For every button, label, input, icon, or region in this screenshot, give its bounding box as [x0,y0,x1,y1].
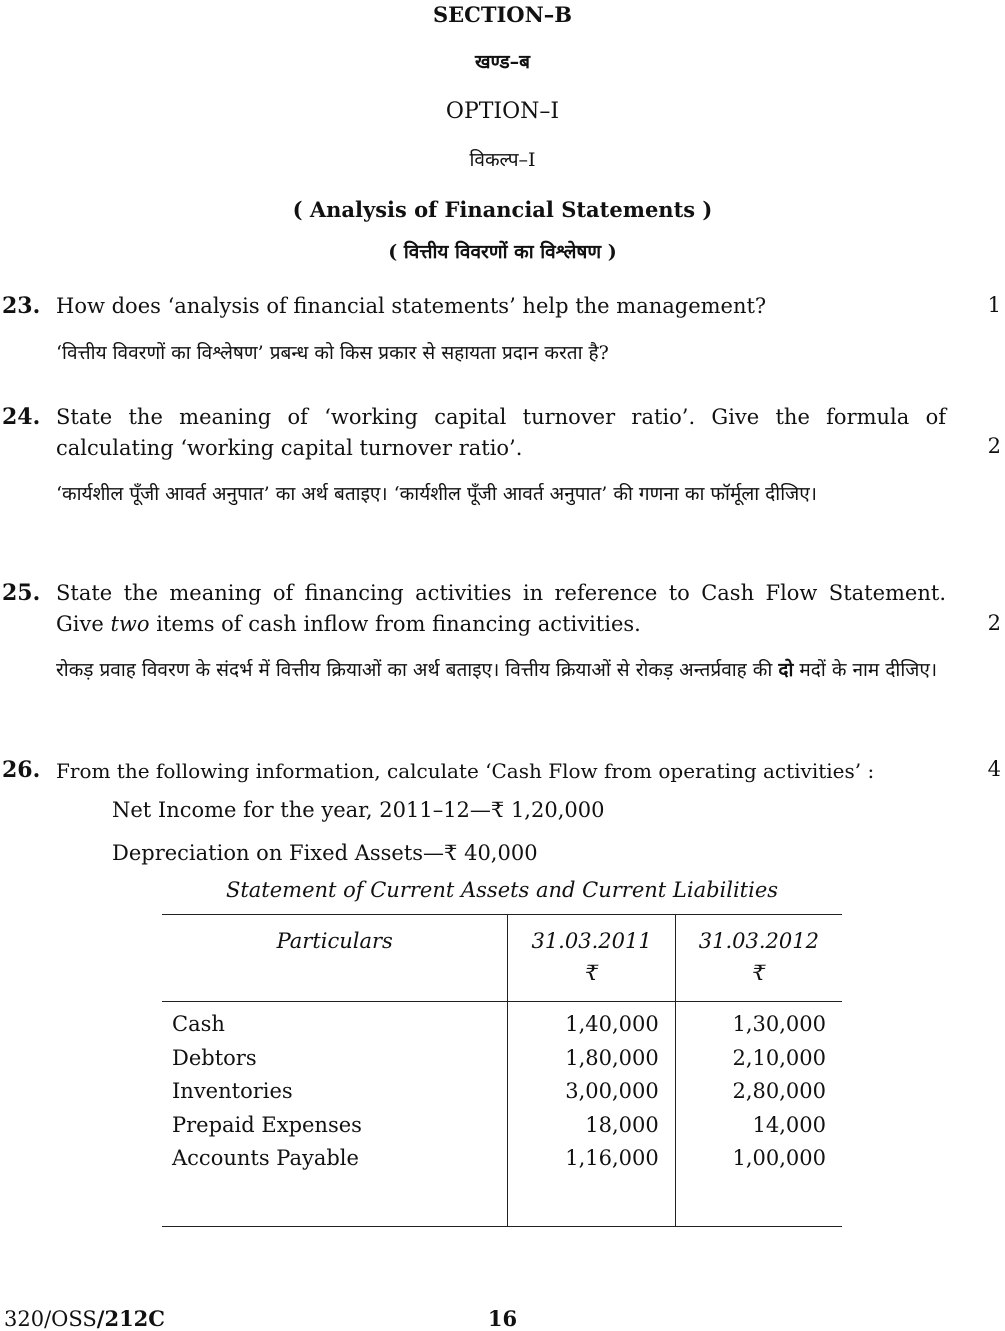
depreciation-info: Depreciation on Fixed Assets—₹ 40,000 [112,841,538,865]
question-marks: 4 [987,757,1001,781]
row-value-2011: 1,80,000 [508,1042,675,1076]
row-item: Debtors [172,1045,257,1070]
question-text-part: items of cash inflow from financing activities. [149,612,641,636]
paper-code-prefix: 320/OSS [4,1307,97,1331]
table-caption: Statement of Current Assets and Current Liabilities [225,878,779,902]
section-title-hindi: खण्ड–ब [474,51,531,73]
table-row [162,1142,842,1176]
row-item: Prepaid Expenses [172,1112,362,1137]
option-title: OPTION–I [445,99,560,124]
question-number: 26. [2,757,41,783]
table-row [162,1075,842,1109]
paper-code-suffix: /212C [96,1306,166,1331]
question-text-part: State the meaning of financing activities in reference to Cash Flow Statement. Give [56,581,946,636]
question-text-hindi: ‘वित्तीय विवरणों का विश्लेषण’ प्रबन्ध को किस प्रकार से सहायता प्रदान करता है? [56,342,609,364]
question-text: State the meaning of ‘working capital turnover ratio’. Give the formula of calculating ‘working capital turnover ratio’. [56,405,946,460]
row-value-2011: 18,000 [508,1109,675,1143]
row-value-2012: 2,80,000 [675,1075,842,1109]
spacer-cell [162,1176,508,1227]
table-row [162,1002,842,1042]
table-spacer-row [162,1176,842,1227]
row-item: Accounts Payable [172,1146,359,1170]
question-text-hindi: ‘कार्यशील पूँजी आवर्त अनुपात’ का अर्थ बताइए। ‘कार्यशील पूँजी आवर्त अनुपात’ की गणना का फॉर्मूला दीजिए। [56,483,817,505]
question-text: How does ‘analysis of financial statements’ help the management? [56,294,767,318]
emphasis-two-hindi: दो [778,659,794,681]
current-assets-liabilities-table [162,914,842,1227]
subject-title-hindi: ( वित्तीय विवरणों का विश्लेषण ) [388,241,617,263]
question-number: 24. [2,404,41,430]
table-row [162,1042,842,1076]
question-text-hindi-part: मदों के नाम दीजिए। [793,659,938,681]
column-header-2011 [508,915,675,1002]
row-item: Cash [172,1012,225,1036]
question-text: From the following information, calculate ‘Cash Flow from operating activities’ : [56,759,875,783]
row-value-2011: 3,00,000 [508,1075,675,1109]
question-number: 25. [2,580,41,606]
question-text [56,578,946,640]
net-income-info: Net Income for the year, 2011–12—₹ 1,20,000 [112,798,605,822]
column-header-2012 [675,915,842,1002]
row-value-2011: 1,16,000 [508,1142,675,1176]
emphasis-two: two [110,612,150,636]
spacer-cell [675,1176,842,1227]
column-header-2012-date: 31.03.2012 [698,929,819,953]
column-header-particulars: Particulars [162,915,508,1002]
row-value-2011: 1,40,000 [508,1002,675,1042]
subject-title: ( Analysis of Financial Statements ) [292,197,713,222]
table-row [162,1109,842,1143]
question-text-hindi-part: रोकड़ प्रवाह विवरण के संदर्भ में वित्तीय क्रियाओं का अर्थ बताइए। वित्तीय क्रियाओं से रोकड़ अन्तर्प्रवाह की [56,659,779,681]
row-value-2012: 1,00,000 [675,1142,842,1176]
section-title: SECTION–B [432,2,573,27]
question-marks: 1 [987,293,1001,317]
question-number: 23. [2,293,41,319]
row-value-2012: 1,30,000 [675,1002,842,1042]
row-value-2012: 14,000 [675,1109,842,1143]
row-item: Inventories [172,1079,293,1103]
page-number: 16 [487,1306,518,1331]
option-title-hindi: विकल्प–I [469,149,536,171]
question-marks: 2 [987,611,1001,635]
spacer-cell [508,1176,675,1227]
rupee-symbol: ₹ [584,961,599,985]
question-text-hindi [56,653,946,688]
question-marks: 2 [987,434,1001,458]
table-header-row [162,915,842,1002]
rupee-symbol: ₹ [752,961,766,985]
row-value-2012: 2,10,000 [675,1042,842,1076]
column-header-2011-date: 31.03.2011 [531,929,652,953]
